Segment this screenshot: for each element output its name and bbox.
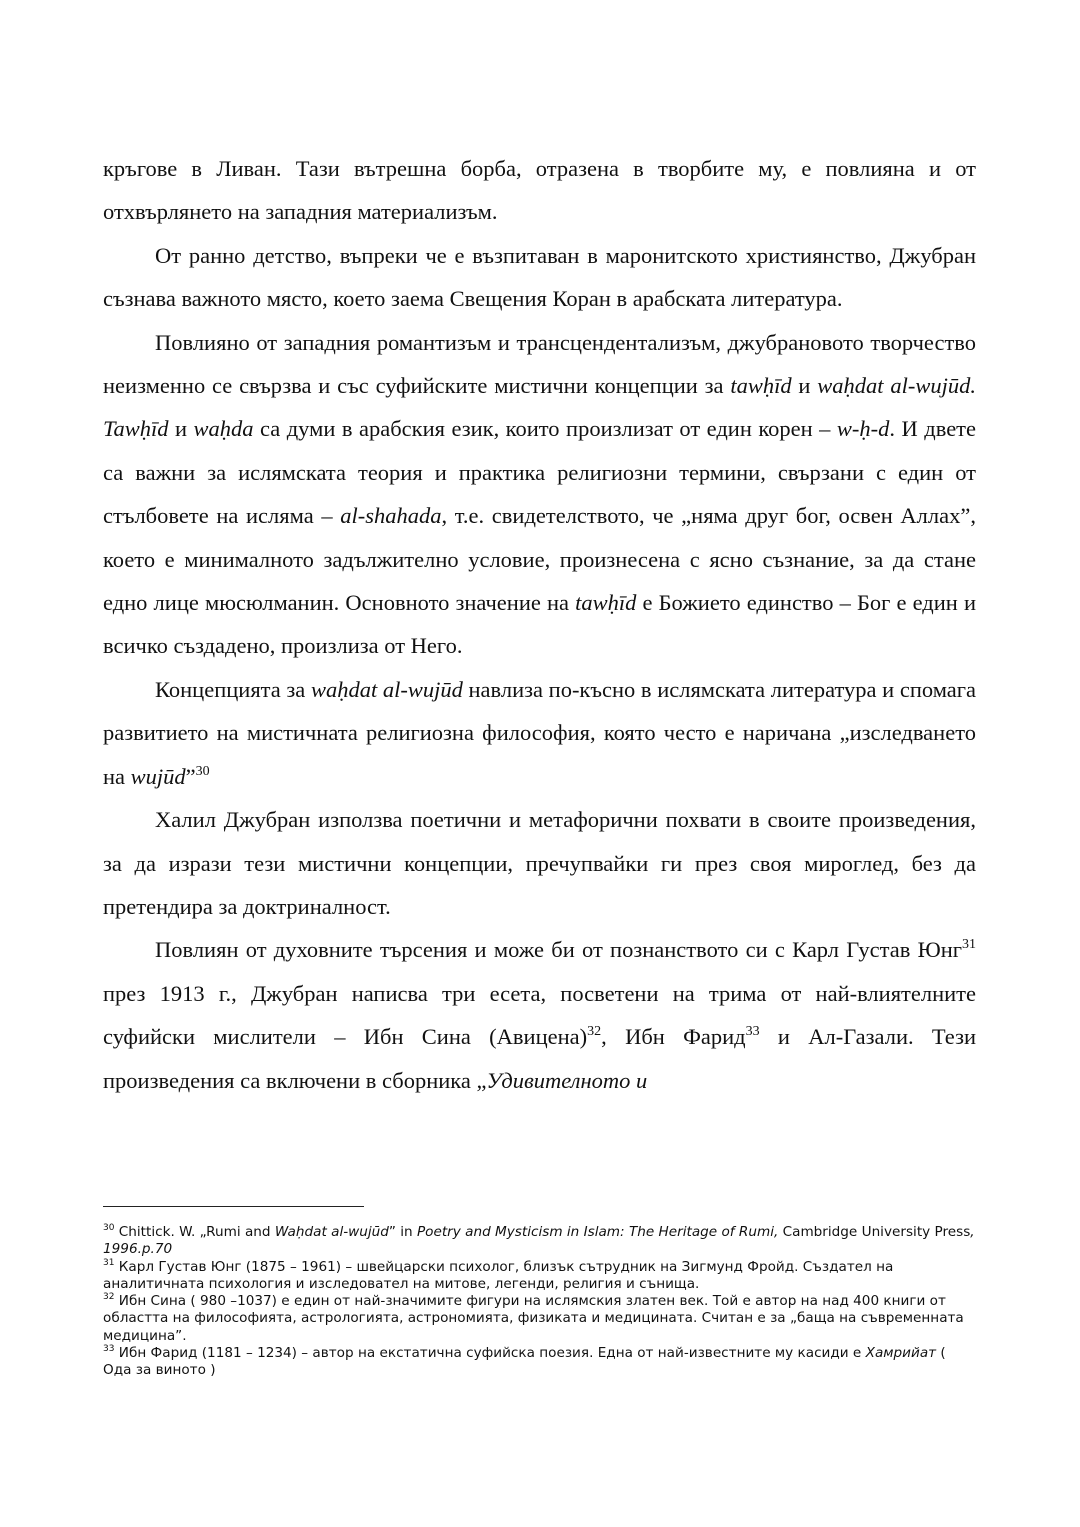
text-run: Концепцията за [155,676,311,702]
footnote-31 [103,1259,976,1294]
text-run: кръгове в Ливан. Тази вътрешна борба, отразена в творбите му, е повлияна и от отхвърлянето на западния материализъм. [103,156,976,225]
text-run: и [791,373,818,399]
text-run: и [168,416,194,442]
text-run: Ибн Фарид (1181 – 1234) – автор на екстатична суфийска поезия. Една от най-известните му касиди е [114,1345,866,1362]
footnote-number: 31 [103,1257,115,1268]
page-body [103,147,976,1102]
footnote-separator [103,1206,364,1207]
footnote-ref-30[interactable]: 30 [195,763,210,779]
text-run: ” in [388,1224,417,1240]
text-run: ( Ода за виното ) [103,1345,946,1379]
paragraph-5 [103,798,976,928]
text-run: през 1913 г., Джубран написва три есета, посветени на трима от най-влиятелните суфийски мислители – Ибн Сина (Авицена) [103,980,976,1050]
paragraph-4 [103,668,976,798]
footnote-ref-31[interactable]: 31 [962,937,976,953]
footnote-32 [103,1293,976,1345]
text-run: . И двете са важни за ислямската теория и практика религиозни термини, свързани с един от стълбовете на исляма – [103,416,976,529]
italic-term: al-shahada [340,503,442,529]
text-run: Халил Джубран използва поетични и метафорични похвати в своите произведения, за да изрази тези мистични концепции, пречупвайки ги през своя мироглед, без да претендира за доктриналност. [103,807,976,919]
text-run: ” [185,763,196,789]
paragraph-1 [103,147,976,234]
italic-term: tawḥīd [575,590,637,616]
text-run: Карл Густав Юнг (1875 – 1961) – швейцарски психолог, близък сътрудник на Зигмунд Фройд. Създател на аналитичната психология и изследовател на митове, легенди, религия и сънища. [103,1258,894,1292]
footnotes [103,1224,976,1380]
paragraph-2 [103,234,976,321]
italic-term: Удивителното и [486,1067,648,1093]
text-run: От ранно детство, въпреки че е възпитаван в маронитското християнство, Джубран съзнава важното място, което заема Свещения Коран в арабската литература. [103,242,976,312]
italic-term: , 1996.p.70 [103,1224,975,1258]
footnote-ref-32[interactable]: 32 [587,1024,602,1040]
text-run: и Ал-Газали. Тези произведения са включени в сборника „ [103,1024,976,1093]
main-text [103,147,976,1102]
text-run: Chittick. W. „Rumi and [114,1224,275,1240]
text-run: Повлияно от западния романтизъм и трансцендентализъм, джубрановото творчество неизменно се свързва и със суфийските мистични концепции за [103,329,976,399]
italic-term: wujūd [130,763,186,789]
text-run: , Ибн Фарид [601,1024,746,1050]
paragraph-6 [103,928,976,1102]
text-run: , т.е. свидетелството, че „няма друг бог, освен Аллах”, което е минималното задължително условие, произнесена с ясно съзнание, за да стане едно лице мюсюлманин. Основното значение на [103,503,976,616]
italic-term: Хамрийат [865,1345,937,1362]
text-run: навлиза по-късно в ислямската литература и спомага развитието на мистичната религиозна философия, която често е наричана „изследването на [103,676,976,789]
text-run: Ибн Сина ( 980 –1037) е един от най-значимите фигури на ислямския златен век. Той е автор на над 400 книги от областта на философията, астрологията, астрономията, физиката и медицината. Считан е за „баща на съвременната медицина”. [103,1293,964,1344]
italic-term: waḥdat al-wujūd [310,676,463,702]
text-run: Cambridge University Press [778,1224,971,1240]
footnote-number: 32 [103,1292,115,1303]
text-run: Повлиян от духовните търсения и може би от познанството си с Карл Густав Юнг [155,937,962,963]
footnote-ref-33[interactable]: 33 [745,1024,760,1040]
footnote-33 [103,1345,976,1380]
italic-term: Waḥdat al-wujūd [274,1224,389,1240]
text-run: са думи в арабския език, които произлизат от един корен – [253,416,837,442]
footnote-number: 30 [103,1223,115,1233]
italic-term: w-ḥ-d [836,416,890,442]
italic-term: Poetry and Mysticism in Islam: The Heritage of Rumi, [416,1224,779,1240]
italic-term: waḥdat al-wujūd. Tawḥīd [103,373,976,442]
footnote-number: 33 [103,1344,115,1355]
italic-term: waḥda [193,416,254,442]
paragraph-3 [103,321,976,668]
footnote-30 [103,1224,976,1259]
text-run: е Божието единство – Бог е един и всичко създадено, произлиза от Него. [103,590,976,659]
italic-term: tawḥīd [730,373,792,399]
